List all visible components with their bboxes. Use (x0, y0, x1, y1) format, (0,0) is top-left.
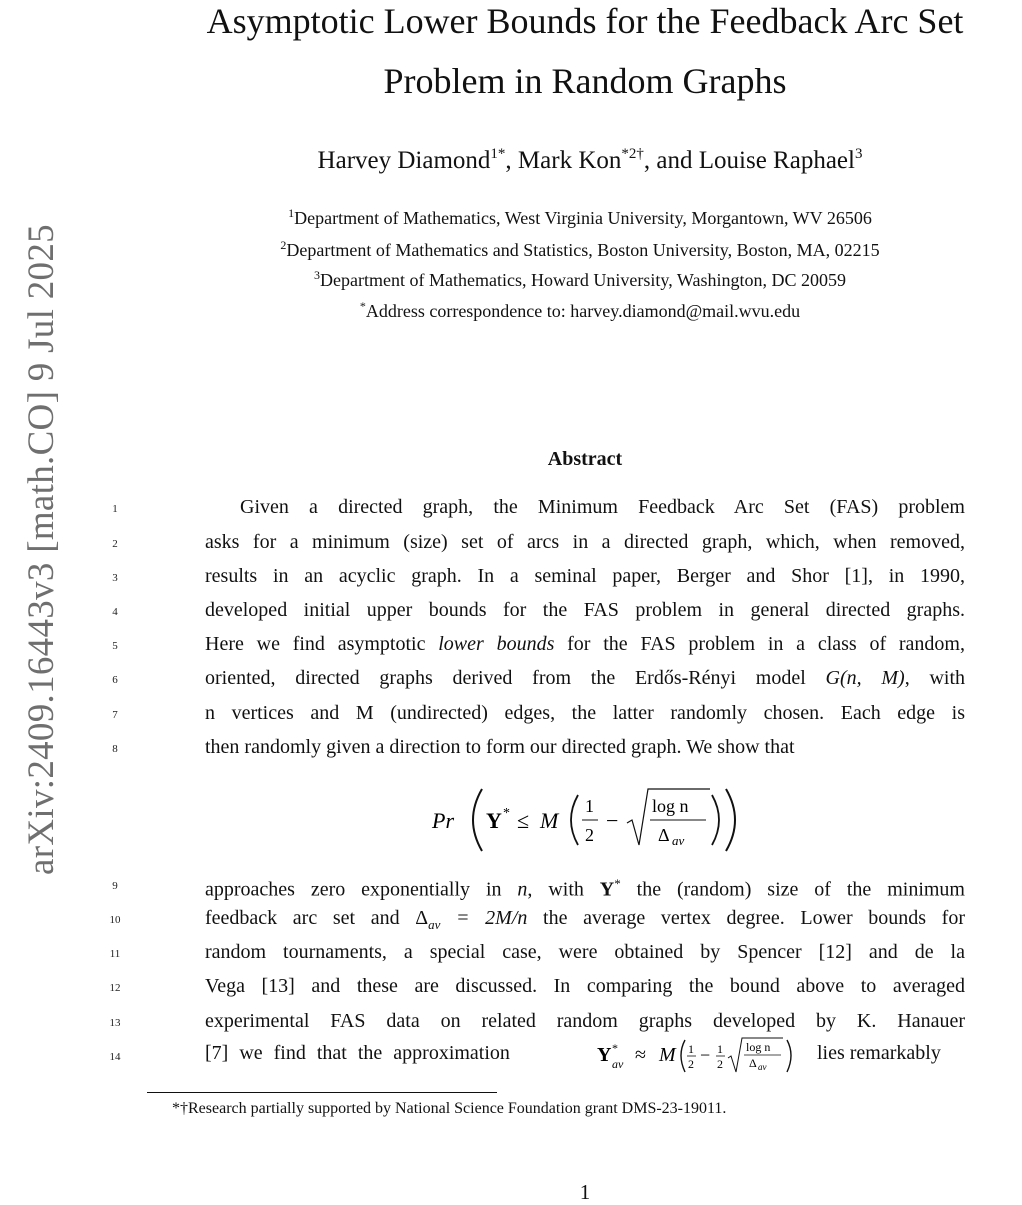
affiliation-text: Department of Mathematics, Howard University, Washington, DC 20059 (320, 270, 846, 290)
author-sep: , (505, 147, 518, 174)
line-number: 2 (112, 538, 118, 550)
eq-paren-right-big (726, 789, 735, 851)
ieq-av: av (758, 1062, 767, 1072)
line-number: 1 (112, 503, 118, 515)
text-run: [7] we find that the approximation (205, 1042, 510, 1064)
affiliation-mark: 3 (314, 268, 321, 282)
text-run: lies remarkably (817, 1042, 941, 1064)
text-run: for the FAS problem in a class of random, (554, 633, 965, 655)
emphasis-lower-bounds: lower bounds (438, 633, 555, 655)
ieq-paren-right (787, 1040, 791, 1072)
affiliation-text: Department of Mathematics and Statistics, Boston University, Boston, MA, 02215 (286, 240, 880, 260)
eq-m: M (540, 808, 559, 833)
abstract-line-13: experimental FAS data on related random graphs developed by K. Hanauer (205, 1010, 965, 1032)
abstract-line-6 (205, 665, 965, 691)
eq-paren-right (712, 795, 719, 845)
eq-minus: − (606, 808, 619, 833)
author-mark: 1* (490, 146, 506, 162)
ieq-two: 2 (717, 1057, 723, 1071)
ieq-one: 1 (688, 1042, 694, 1056)
title-line-1: Asymptotic Lower Bounds for the Feedback Arc Set (206, 1, 964, 41)
line-number: 4 (112, 606, 118, 618)
author-mark: *2† (621, 146, 644, 162)
text-run: , with (527, 878, 600, 901)
eq-star: * (503, 806, 510, 821)
eq-paren-left (571, 795, 578, 845)
eq-av: av (672, 833, 685, 848)
affiliation-correspondence (180, 299, 980, 322)
arxiv-stamp: arXiv:2409.16443v3 [math.CO] 9 Jul 2025 (21, 224, 62, 875)
line-number: 8 (112, 743, 118, 755)
line-number: 6 (112, 674, 118, 686)
abstract-line-14 (205, 1042, 965, 1078)
text-run: , with (904, 667, 965, 689)
affiliation-2 (180, 238, 980, 261)
abstract-line-9 (205, 871, 965, 903)
eq-y: Y (486, 808, 502, 833)
author-name: Louise Raphael (698, 147, 855, 174)
line-number: 10 (109, 914, 121, 926)
line-number: 13 (109, 1017, 121, 1029)
eq-one: 1 (585, 796, 594, 816)
affiliation-1 (180, 206, 980, 229)
text-run: oriented, directed graphs derived from the Erdős-Rényi model (205, 667, 826, 689)
line-number: 7 (112, 709, 118, 721)
ieq-delta: Δ (749, 1056, 757, 1070)
math-gnm: G(n, M) (825, 667, 905, 689)
math-n: n (517, 878, 528, 901)
author-mark: 3 (854, 146, 863, 162)
line-number: 12 (109, 982, 121, 994)
abstract-line-12: Vega [13] and these are discussed. In comparing the bound above to averaged (205, 975, 965, 997)
affiliation-mark: * (359, 299, 366, 313)
eq-log-n: log n (652, 796, 689, 816)
abstract-line-3: results in an acyclic graph. In a seminal paper, Berger and Shor [1], in 1990, (205, 565, 965, 587)
abstract-line-11: random tournaments, a special case, were obtained by Spencer [12] and de la (205, 941, 965, 963)
page-number: 1 (579, 1180, 591, 1204)
title-line-2: Problem in Random Graphs (383, 61, 787, 101)
ieq-m: M (659, 1044, 676, 1066)
ieq-one: 1 (717, 1042, 723, 1056)
ieq-minus: − (700, 1045, 711, 1065)
abstract-line-1: Given a directed graph, the Minimum Feedback Arc Set (FAS) problem (240, 496, 965, 518)
footnote-rule (147, 1092, 497, 1093)
line-number: 9 (112, 880, 118, 892)
line-number: 5 (112, 640, 118, 652)
ieq-paren-left (681, 1040, 685, 1072)
author-sep: , and (643, 147, 699, 174)
affiliation-3 (180, 268, 980, 291)
abstract-line-7: n vertices and M (undirected) edges, the latter randomly chosen. Each edge is (205, 702, 965, 724)
eq-pr: Pr (432, 808, 454, 833)
text-run: the average vertex degree. Lower bounds for (527, 907, 966, 929)
line-number: 14 (109, 1051, 121, 1063)
authors (150, 146, 1022, 175)
line-number: 3 (112, 572, 118, 584)
ieq-two: 2 (688, 1057, 694, 1071)
author-name: Mark Kon (517, 147, 622, 174)
inline-equation (597, 1034, 821, 1076)
abstract-line-8: then randomly given a direction to form our directed graph. We show that (205, 736, 795, 758)
abstract-line-10 (205, 905, 965, 938)
text-run: approaches zero exponentially in (205, 878, 518, 901)
affiliation-text: Department of Mathematics, West Virginia University, Morgantown, WV 26506 (294, 208, 872, 228)
affiliation-text: Address correspondence to: harvey.diamond@mail.wvu.edu (365, 301, 801, 321)
ieq-y: Y (597, 1044, 612, 1066)
abstract-line-4: developed initial upper bounds for the FAS problem in general directed graphs. (205, 599, 965, 621)
ieq-star: * (612, 1041, 618, 1055)
abstract-line-5 (205, 631, 965, 657)
text-run: Here we find asymptotic (205, 633, 439, 655)
eq-le: ≤ (517, 808, 530, 833)
eq-paren-left-big (473, 789, 482, 851)
ieq-approx: ≈ (635, 1044, 646, 1066)
line-number: 11 (109, 948, 121, 960)
footnote: *†Research partially supported by National Science Foundation grant DMS-23-19011. (172, 1100, 727, 1117)
abstract-line-2: asks for a minimum (size) set of arcs in a directed graph, which, when removed, (205, 531, 965, 553)
author-name: Harvey Diamond (317, 147, 491, 174)
text-run: feedback arc set and (205, 907, 416, 929)
math-star: * (614, 876, 621, 891)
math-y: Y (599, 878, 615, 901)
math-eq: = 2M/n (440, 907, 528, 929)
text-run: the (random) size of the minimum (620, 878, 965, 901)
eq-two: 2 (585, 825, 594, 845)
ieq-av: av (612, 1057, 624, 1071)
affiliation-mark: 2 (280, 238, 287, 252)
abstract-heading: Abstract (547, 448, 623, 470)
math-delta: Δ (415, 907, 429, 929)
eq-delta: Δ (658, 825, 670, 845)
display-equation (420, 775, 760, 865)
affiliation-mark: 1 (288, 206, 295, 220)
ieq-log-n: log n (746, 1040, 771, 1054)
math-av: av (428, 917, 441, 932)
